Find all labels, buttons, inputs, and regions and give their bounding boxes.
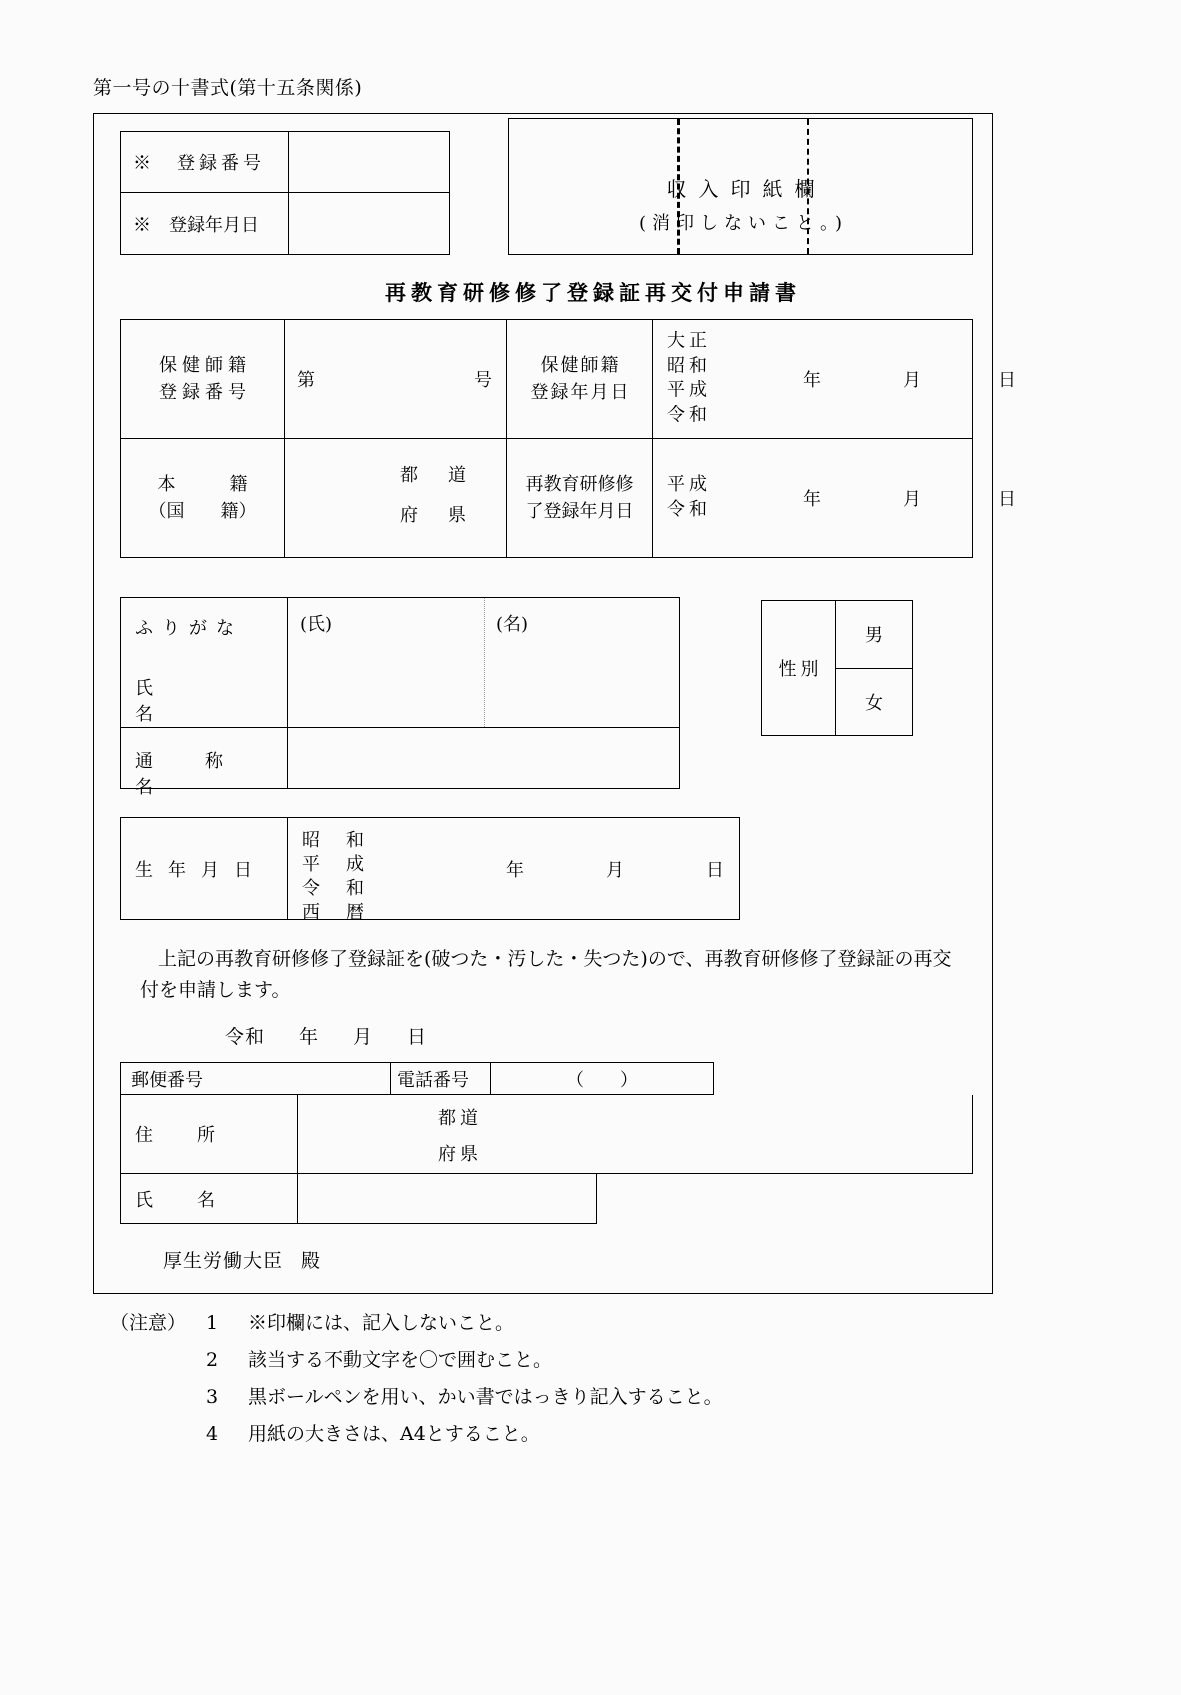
gou-suffix: 号 <box>474 369 492 391</box>
zip-label: 郵便番号 <box>121 1063 391 1094</box>
name-labels <box>121 598 319 727</box>
month-marker: 月 <box>903 488 921 510</box>
application-date-era: 令和 <box>225 1026 266 1048</box>
notes-spacer <box>110 1379 206 1416</box>
gender-box <box>761 600 913 736</box>
day-marker: 日 <box>706 859 724 881</box>
month-marker: 月 <box>606 859 624 881</box>
address-row <box>120 1095 973 1174</box>
name-label: 氏 名 <box>135 678 319 725</box>
registration-table <box>120 131 450 255</box>
era-option[interactable]: 昭和 <box>667 354 711 376</box>
licence-info-table <box>120 319 1016 558</box>
training-date-label-line1: 再教育研修修 <box>525 473 634 495</box>
year-marker: 年 <box>803 488 821 510</box>
address-fuken-marker: 府県 <box>438 1144 482 1165</box>
licence-honseki-row <box>121 439 1016 558</box>
registration-number-row <box>121 132 449 193</box>
declaration-text: 上記の再教育研修修了登録証を(破つた・汚した・失つた)ので、再教育研修修了登録証の再交付を申請します。 <box>140 948 952 1001</box>
note-text: 該当する不動文字を〇で囲むこと。 <box>248 1349 553 1372</box>
era-option[interactable]: 令和 <box>667 404 711 426</box>
note-text: 黒ボールペンを用い、かい書ではっきり記入すること。 <box>248 1386 723 1409</box>
address-field[interactable] <box>298 1095 972 1173</box>
notes-spacer <box>110 1416 206 1453</box>
training-date-field[interactable] <box>652 439 1016 558</box>
training-date-label <box>506 439 652 558</box>
birthdate-label: 生年月日 <box>121 818 288 919</box>
alias-row <box>121 728 679 798</box>
document-title: 再教育研修修了登録証再交付申請書 <box>385 280 801 305</box>
training-date-era-options[interactable] <box>667 473 711 523</box>
licence-date-era-options[interactable] <box>667 329 711 428</box>
revenue-stamp-label: 収入印紙欄 <box>666 177 827 201</box>
note-line <box>110 1342 723 1379</box>
era-option[interactable]: 大正 <box>667 330 711 352</box>
era-option[interactable]: 昭 和 <box>302 830 368 851</box>
tel-label: 電話番号 <box>391 1063 491 1094</box>
year-marker: 年 <box>803 369 821 391</box>
addressee-line <box>163 1246 321 1273</box>
note-number: 3 <box>206 1386 219 1409</box>
registration-date-label: ※ 登録年月日 <box>121 193 289 254</box>
zip-tel-row <box>120 1062 714 1095</box>
fuken-marker: 府 県 <box>400 504 472 526</box>
birthdate-era-options[interactable] <box>302 829 368 925</box>
registration-date-row <box>121 193 449 254</box>
furigana-label: ふりがな <box>135 618 243 639</box>
registration-number-label: ※ 登録番号 <box>121 132 289 192</box>
birthdate-field[interactable] <box>288 818 739 923</box>
application-date-month: 月 <box>353 1026 374 1048</box>
name-main-row <box>121 598 679 728</box>
tel-field[interactable]: （ ） <box>566 1069 638 1091</box>
honseki-field[interactable] <box>284 439 506 558</box>
era-option[interactable]: 令和 <box>667 498 711 520</box>
honseki-label <box>121 439 284 558</box>
licence-number-field[interactable] <box>284 320 506 438</box>
revenue-stamp-box[interactable] <box>508 118 973 255</box>
day-marker: 日 <box>998 488 1016 510</box>
gender-option-female[interactable]: 女 <box>865 692 883 714</box>
gender-options <box>836 601 912 735</box>
note-number: 1 <box>206 1312 219 1334</box>
licence-number-label-line1: 保健師籍 <box>159 354 251 376</box>
era-option[interactable]: 西 暦 <box>302 901 368 923</box>
note-line <box>110 1305 723 1342</box>
note-text: 用紙の大きさは、A4とすること。 <box>248 1423 540 1446</box>
application-date-line <box>225 1022 427 1049</box>
year-marker: 年 <box>506 859 524 881</box>
minister-honorific: 殿 <box>301 1250 322 1272</box>
address-todo-marker: 都道 <box>438 1108 482 1129</box>
alias-label: 通 称 名 <box>135 751 275 798</box>
training-date-label-line2: 了登録年月日 <box>525 500 634 522</box>
notes-header: （注意） <box>110 1312 187 1334</box>
era-option[interactable]: 平成 <box>667 379 711 401</box>
name-column-divider <box>484 598 485 727</box>
honseki-label-line1: 本 籍 <box>157 473 248 495</box>
alias-field[interactable] <box>288 728 679 788</box>
revenue-stamp-note: (消印しないこと。) <box>638 213 849 234</box>
licence-registration-row <box>121 320 1016 439</box>
note-line <box>110 1416 723 1453</box>
gender-option-male[interactable]: 男 <box>836 601 912 669</box>
registration-number-field[interactable] <box>289 132 449 192</box>
licence-date-label-line2: 登録年月日 <box>530 381 631 403</box>
era-option[interactable]: 平成 <box>667 473 711 495</box>
licence-date-label <box>506 320 652 438</box>
note-number: 4 <box>206 1423 219 1446</box>
given-name-hint: (名) <box>496 614 529 635</box>
note-line <box>110 1379 723 1416</box>
name-table <box>120 597 680 798</box>
gender-label: 性別 <box>762 601 836 735</box>
licence-date-field[interactable] <box>652 320 1016 438</box>
application-date-day: 日 <box>407 1026 428 1048</box>
honseki-label-line2: （国 籍） <box>148 500 257 522</box>
todo-marker: 都 道 <box>400 464 472 486</box>
era-option[interactable]: 令 和 <box>302 877 368 899</box>
month-marker: 月 <box>903 369 921 391</box>
day-marker: 日 <box>998 369 1016 391</box>
applicant-name-label: 氏名 <box>121 1174 298 1223</box>
birthdate-table <box>120 817 740 923</box>
applicant-name-field[interactable] <box>298 1174 596 1223</box>
minister-title: 厚生労働大臣 <box>163 1250 284 1272</box>
form-code-label: 第一号の十書式(第十五条関係) <box>93 77 363 99</box>
alias-label-cell <box>121 728 288 798</box>
surname-hint: (氏) <box>300 614 333 635</box>
licence-date-label-line1: 保健師籍 <box>540 354 621 376</box>
application-date-year: 年 <box>299 1026 320 1048</box>
licence-number-label-line2: 登録番号 <box>159 381 251 403</box>
applicant-name-row <box>120 1174 597 1224</box>
name-fields[interactable] <box>288 598 679 727</box>
era-option[interactable]: 平 成 <box>302 853 368 875</box>
note-number: 2 <box>206 1349 219 1372</box>
address-label: 住所 <box>121 1095 298 1173</box>
licence-number-label <box>121 320 284 438</box>
registration-date-field[interactable] <box>289 193 449 254</box>
dai-prefix: 第 <box>297 369 315 391</box>
notes-spacer <box>110 1342 206 1379</box>
notes-section <box>110 1305 723 1453</box>
note-text: ※印欄には、記入しないこと。 <box>248 1312 515 1334</box>
